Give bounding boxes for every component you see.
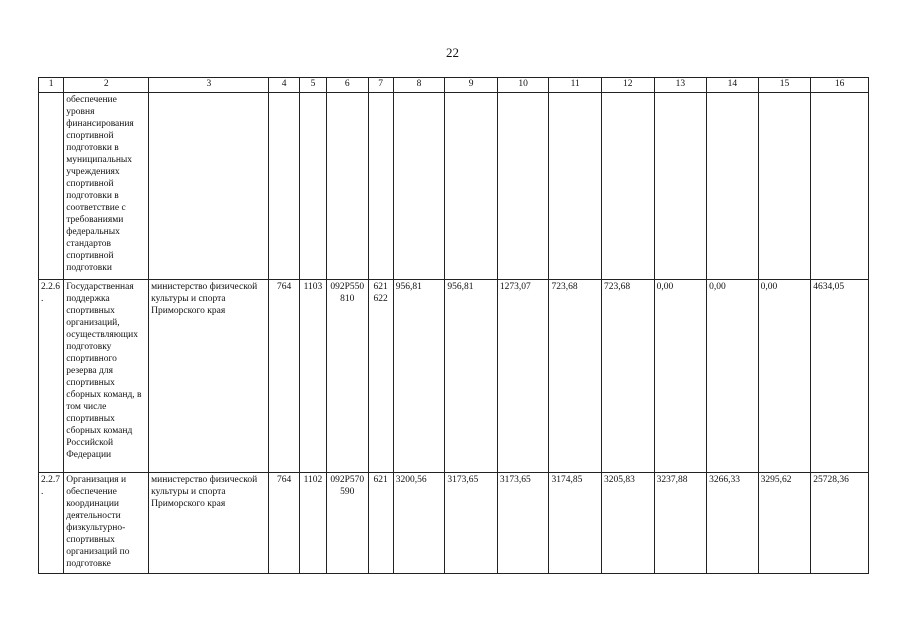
col-header-2: 2	[64, 78, 149, 93]
cell-grbs	[269, 93, 299, 280]
cell-v10	[497, 93, 549, 280]
header-row	[39, 78, 869, 93]
page-number: 22	[446, 45, 459, 60]
cell-v11	[549, 93, 602, 280]
cell-v15	[758, 93, 811, 280]
col-header-6: 6	[327, 78, 368, 93]
cell-csr	[327, 93, 368, 280]
col-header-9: 9	[445, 78, 498, 93]
cell-v9	[445, 93, 498, 280]
cell-v16: 25728,36	[811, 473, 869, 574]
cell-name: Государственная поддержка спортивных организаций, осуществляющих подготовку спортивного резерва для спортивных сборных команд, в том числе спортивных сборных команд Российской Федерации	[64, 280, 149, 473]
col-header-4: 4	[269, 78, 299, 93]
col-header-15: 15	[758, 78, 811, 93]
cell-v8: 3200,56	[393, 473, 445, 574]
cell-executor: министерство физической культуры и спорта Приморского края	[149, 473, 269, 574]
cell-csr: 092P570590	[327, 473, 368, 574]
cell-v12: 723,68	[602, 280, 655, 473]
cell-v15: 3295,62	[758, 473, 811, 574]
cell-num	[39, 93, 64, 280]
cell-num: 2.2.7.	[39, 473, 64, 574]
cell-executor: министерство физической культуры и спорта Приморского края	[149, 280, 269, 473]
cell-v9: 956,81	[445, 280, 498, 473]
col-header-11: 11	[549, 78, 602, 93]
cell-vr: 621	[368, 473, 393, 574]
cell-v10: 3173,65	[497, 473, 549, 574]
cell-v8: 956,81	[393, 280, 445, 473]
cell-v8	[393, 93, 445, 280]
cell-v16: 4634,05	[811, 280, 869, 473]
cell-v15: 0,00	[758, 280, 811, 473]
cell-rzpr: 1102	[299, 473, 326, 574]
cell-v16	[811, 93, 869, 280]
cell-v14	[707, 93, 759, 280]
cell-rzpr	[299, 93, 326, 280]
cell-v13: 3237,88	[654, 473, 707, 574]
cell-vr	[368, 93, 393, 280]
cell-num: 2.2.6.	[39, 280, 64, 473]
cell-v10: 1273,07	[497, 280, 549, 473]
table-row	[39, 473, 869, 574]
cell-v11: 723,68	[549, 280, 602, 473]
cell-vr: 621 622	[368, 280, 393, 473]
cell-name: обеспечение уровня финансирования спортивной подготовки в муниципальных учреждениях спортивной подготовки в соответствие с требованиями федеральных стандартов спортивной подготовки	[64, 93, 149, 280]
cell-v9: 3173,65	[445, 473, 498, 574]
col-header-3: 3	[149, 78, 269, 93]
col-header-10: 10	[497, 78, 549, 93]
table-row	[39, 280, 869, 473]
cell-v11: 3174,85	[549, 473, 602, 574]
cell-grbs: 764	[269, 473, 299, 574]
col-header-14: 14	[707, 78, 759, 93]
col-header-12: 12	[602, 78, 655, 93]
cell-grbs: 764	[269, 280, 299, 473]
col-header-16: 16	[811, 78, 869, 93]
col-header-5: 5	[299, 78, 326, 93]
col-header-8: 8	[393, 78, 445, 93]
col-header-1: 1	[39, 78, 64, 93]
cell-v13	[654, 93, 707, 280]
cell-rzpr: 1103	[299, 280, 326, 473]
cell-v12: 3205,83	[602, 473, 655, 574]
col-header-13: 13	[654, 78, 707, 93]
cell-name: Организация и обеспечение координации деятельности физкультурно-спортивных организаций по подготовке	[64, 473, 149, 574]
cell-v14: 0,00	[707, 280, 759, 473]
cell-v12	[602, 93, 655, 280]
col-header-7: 7	[368, 78, 393, 93]
budget-table	[38, 77, 869, 574]
cell-csr: 092P550810	[327, 280, 368, 473]
cell-executor	[149, 93, 269, 280]
cell-v13: 0,00	[654, 280, 707, 473]
table-row	[39, 93, 869, 280]
cell-v14: 3266,33	[707, 473, 759, 574]
